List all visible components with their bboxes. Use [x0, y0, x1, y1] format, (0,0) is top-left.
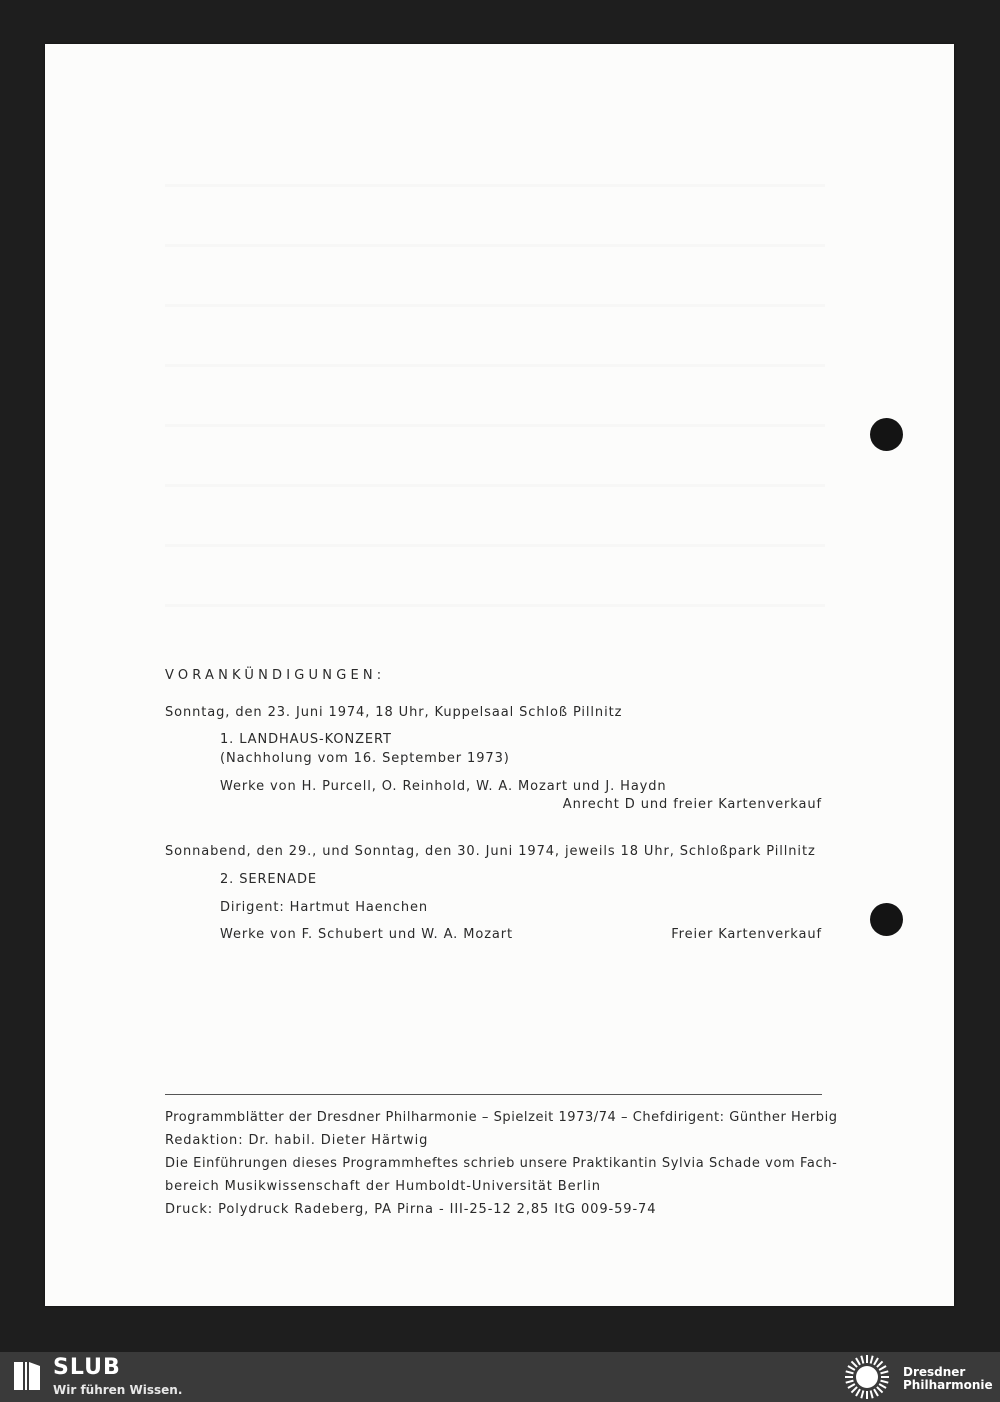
sunburst-ray [856, 1389, 860, 1396]
imprint-line-1: Programmblätter der Dresdner Philharmonie – Spielzeit 1973/74 – Chefdirigent: Günther Herbig [165, 1110, 838, 1125]
slub-name: SLUB [53, 1355, 121, 1380]
sunburst-ray [871, 1356, 873, 1364]
show-through-bleed [165, 244, 825, 247]
sunburst-icon [840, 1353, 894, 1401]
event2-works: Werke von F. Schubert und W. A. Mozart [220, 927, 514, 942]
sunburst-ray [879, 1384, 886, 1388]
sunburst-ray [877, 1387, 883, 1393]
sunburst-ray [881, 1381, 889, 1383]
sunburst-ray [851, 1361, 857, 1367]
sunburst-ray [874, 1358, 878, 1365]
event2-tickets: Freier Kartenverkauf [671, 927, 822, 942]
event2-title: 2. SERENADE [220, 872, 317, 887]
imprint-divider [165, 1094, 822, 1095]
show-through-bleed [165, 484, 825, 487]
partner-name-line-1: Dresdner [903, 1365, 966, 1379]
event2-date-line: Sonnabend, den 29., und Sonntag, den 30. Juni 1974, jeweils 18 Uhr, Schloßpark Pillnitz [165, 844, 816, 859]
viewer-footer-bar [0, 1352, 1000, 1402]
show-through-bleed [165, 364, 825, 367]
sunburst-ray [856, 1358, 860, 1365]
document-page [45, 44, 954, 1306]
imprint-line-3: Die Einführungen dieses Programmheftes schrieb unsere Praktikantin Sylvia Schade vom Fach- [165, 1156, 838, 1171]
imprint-line-2: Redaktion: Dr. habil. Dieter Härtwig [165, 1133, 429, 1148]
event1-date-line: Sonntag, den 23. Juni 1974, 18 Uhr, Kuppelsaal Schloß Pillnitz [165, 705, 623, 720]
slub-book-icon [12, 1358, 42, 1394]
event1-tickets: Anrecht D und freier Kartenverkauf [562, 797, 822, 812]
punch-hole-lower [870, 903, 903, 936]
sunburst-ray [851, 1387, 857, 1393]
event2-conductor: Dirigent: Hartmut Haenchen [220, 900, 428, 915]
event1-title: 1. LANDHAUS-KONZERT [220, 732, 392, 747]
sunburst-ray [874, 1389, 878, 1396]
partner-name-line-2: Philharmonie [903, 1378, 993, 1392]
sunburst-ray [848, 1384, 855, 1388]
slub-tagline: Wir führen Wissen. [53, 1383, 183, 1397]
sunburst-ray [846, 1381, 854, 1383]
punch-hole-upper [870, 418, 903, 451]
show-through-bleed [165, 184, 825, 187]
sunburst-ray [877, 1361, 883, 1367]
announcement-heading: VORANKÜNDIGUNGEN: [165, 668, 386, 683]
sunburst-ray [881, 1371, 889, 1373]
event1-works: Werke von H. Purcell, O. Reinhold, W. A. Mozart und J. Haydn [220, 779, 667, 794]
partner-name [903, 1366, 993, 1392]
sunburst-ray [848, 1366, 855, 1370]
sunburst-ray [846, 1371, 854, 1373]
show-through-bleed [165, 544, 825, 547]
sunburst-ray [861, 1391, 863, 1399]
show-through-bleed [165, 604, 825, 607]
show-through-bleed [165, 424, 825, 427]
show-through-bleed [165, 304, 825, 307]
sunburst-ray [871, 1391, 873, 1399]
sunburst-ray [879, 1366, 886, 1370]
event1-note: (Nachholung vom 16. September 1973) [220, 751, 510, 766]
imprint-line-5: Druck: Polydruck Radeberg, PA Pirna - III-25-12 2,85 ItG 009-59-74 [165, 1202, 657, 1217]
imprint-line-4: bereich Musikwissenschaft der Humboldt-Universität Berlin [165, 1179, 601, 1194]
sunburst-ray [861, 1356, 863, 1364]
